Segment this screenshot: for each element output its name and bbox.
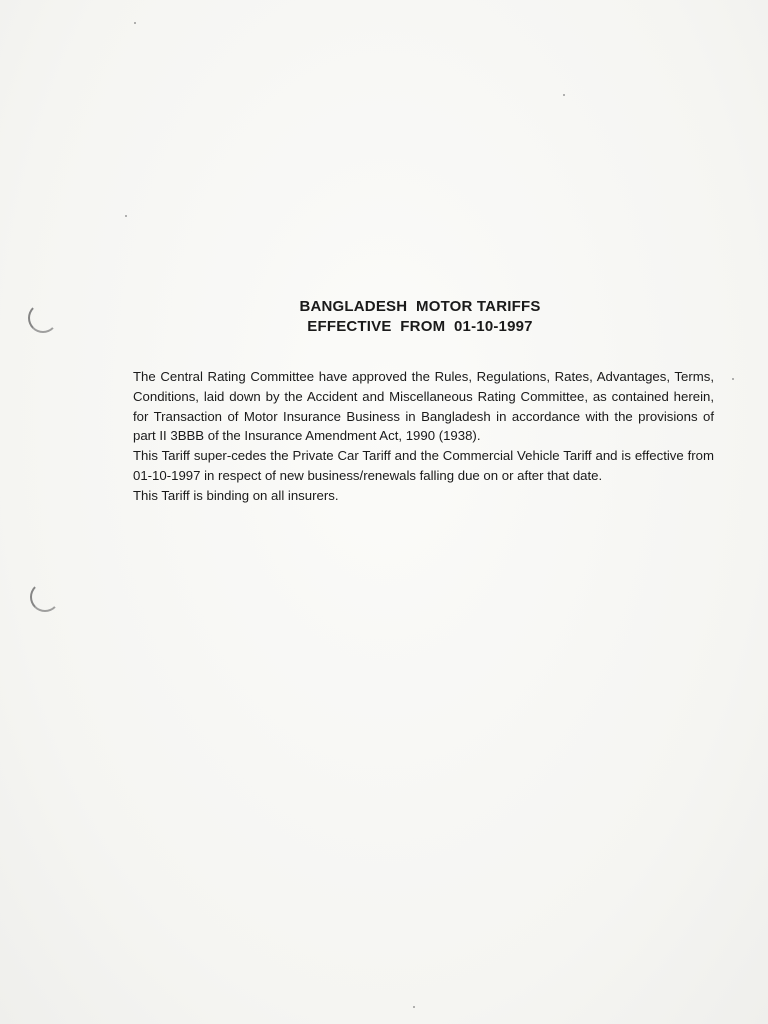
document-body [133, 367, 714, 506]
document-title [0, 297, 768, 337]
paragraph-approval: The Central Rating Committee have approved the Rules, Regulations, Rates, Advantages, Terms, Conditions, laid down by the Accident and Miscellaneous Rating Committee, as contained herein, for Transaction of Motor Insurance Business in Bangladesh in accordance with the provisions of part II 3BBB of the Insurance Amendment Act, 1990 (1938). [133, 369, 714, 444]
punch-hole-bottom-mark [30, 582, 60, 612]
scan-speck [134, 22, 136, 24]
scan-speck [413, 1006, 415, 1008]
title-line-2: EFFECTIVE FROM 01-10-1997 [307, 318, 533, 335]
paragraph-binding: This Tariff is binding on all insurers. [133, 487, 339, 503]
scan-speck [563, 94, 565, 96]
scan-speck [125, 215, 127, 217]
title-line-1: BANGLADESH MOTOR TARIFFS [299, 298, 541, 315]
paragraph-supersedes: This Tariff super-cedes the Private Car Tariff and the Commercial Vehicle Tariff and is effective from 01-10-1997 in respect of new business/renewals falling due on or after that date. [133, 448, 714, 483]
scan-speck [732, 378, 734, 380]
